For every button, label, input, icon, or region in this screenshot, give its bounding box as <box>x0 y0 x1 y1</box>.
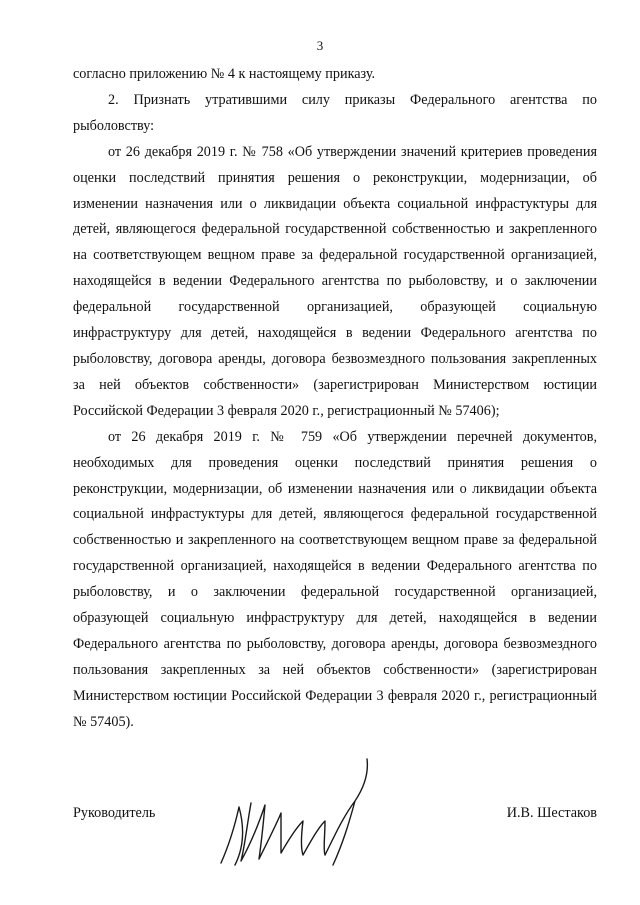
signatory-title: Руководитель <box>73 805 156 821</box>
paragraph-item-2: 2. Признать утратившими силу приказы Федерального агентства по рыболовству: <box>73 91 597 134</box>
signatory-name: И.В. Шестаков <box>506 805 597 821</box>
paragraph-order-758: от 26 декабря 2019 г. № 758 «Об утверждении значений критериев проведения оценки последствий принятия решения о реконструкции, модернизации, об изменении назначения или о ликвидации объекта социальной инфрастуктуры для детей, являющегося федеральной государственной собственностью и закрепленного на соответствующем вещном праве за федеральной государственной организацией, находящейся в ведении Федерального агентства по рыболовству, и о заключении федеральной государственной организацией, образующей социальную инфраструктуру для детей, находящейся в ведении Федерального агентства по рыболовству, договора аренды, договора безвозмездного пользования закрепленных за ней объектов собственности» (зарегистрирован Министерством юстиции Российской Федерации 3 февраля 2020 г., регистрационный № 57406); <box>73 143 597 419</box>
paragraph-continuation: согласно приложению № 4 к настоящему приказу. <box>73 66 376 82</box>
document-body <box>73 62 597 736</box>
signature-block <box>73 805 597 831</box>
page-number: 3 <box>316 38 324 53</box>
paragraph-order-759: от 26 декабря 2019 г. № 759 «Об утверждении перечней документов, необходимых для проведения оценки последствий принятия решения о реконструкции, модернизации, об изменении назначения или о ликвидации объекта социальной инфрастуктуры для детей, являющегося федеральной государственной собственностью и закрепленного на соответствующем вещном праве за федеральной государственной организацией, находящейся в ведении Федерального агентства по рыболовству, и о заключении федеральной государственной организацией, образующей социальную инфраструктуру для детей, находящейся в ведении Федерального агентства по рыболовству, договора аренды, договора безвозмездного пользования закрепленных за ней объектов собственности» (зарегистрирован Министерством юстиции Российской Федерации 3 февраля 2020 г., регистрационный № 57405). <box>73 428 597 730</box>
